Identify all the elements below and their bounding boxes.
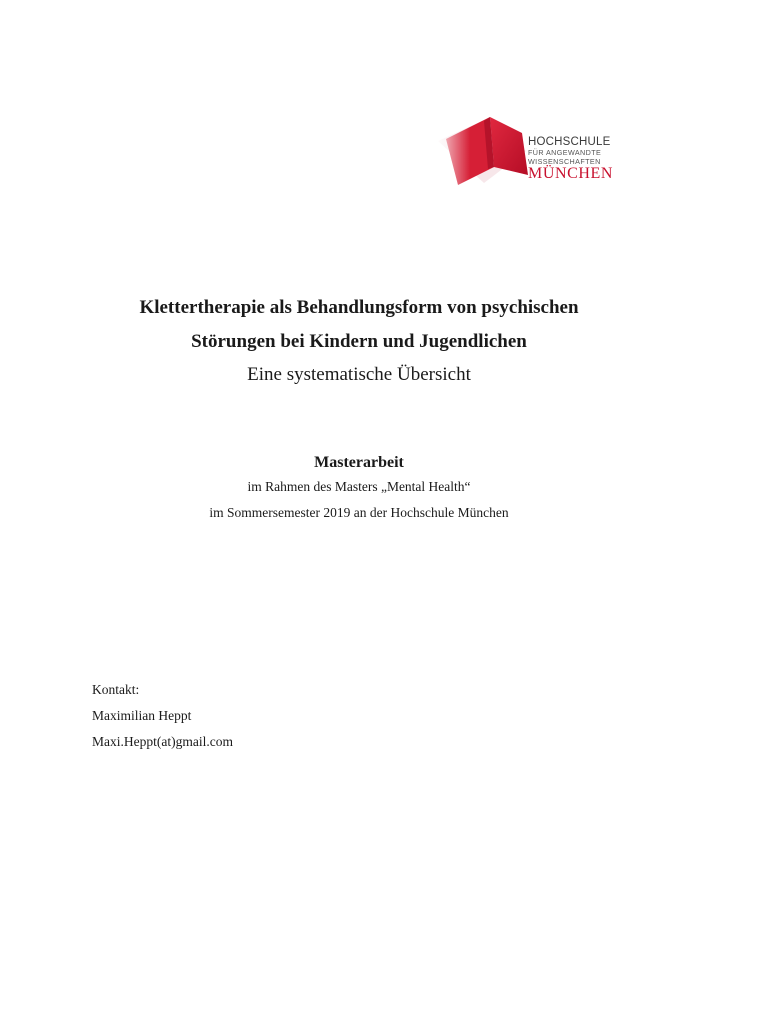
thesis-title-line-2: Störungen bei Kindern und Jugendlichen	[191, 331, 527, 352]
logo-line-muenchen: MÜNCHEN	[528, 165, 614, 182]
logo-text	[528, 136, 628, 182]
logo-line-fuer-angewandte: FÜR ANGEWANDTE	[528, 148, 602, 157]
contact-block	[92, 677, 233, 755]
university-logo	[430, 103, 630, 193]
thesis-semester: im Sommersemester 2019 an der Hochschule München	[209, 505, 509, 520]
thesis-type: Masterarbeit	[314, 454, 404, 471]
title-block	[0, 291, 718, 390]
logo-line-wissenschaften: WISSENSCHAFTEN	[528, 157, 601, 166]
thesis-info	[0, 452, 718, 526]
thesis-subtitle: Eine systematische Übersicht	[247, 364, 471, 385]
thesis-program: im Rahmen des Masters „Mental Health“	[247, 479, 471, 494]
contact-name: Maximilian Heppt	[92, 708, 192, 723]
thesis-title-line-1: Klettertherapie als Behandlungsform von psychischen	[139, 297, 579, 318]
logo-line-hochschule: HOCHSCHULE	[528, 136, 611, 148]
contact-email: Maxi.Heppt(at)gmail.com	[92, 734, 233, 749]
contact-label: Kontakt:	[92, 682, 140, 697]
